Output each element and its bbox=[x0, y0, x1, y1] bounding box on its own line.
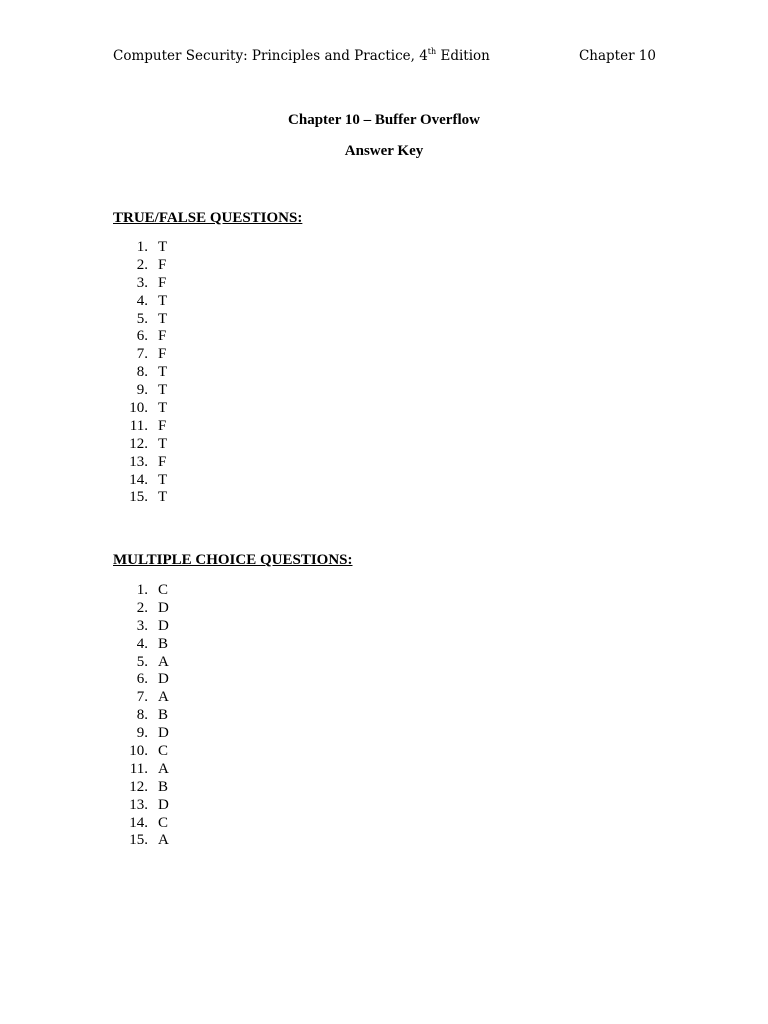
answer-value: C bbox=[158, 582, 169, 598]
answer-value: C bbox=[158, 814, 169, 831]
question-number: 9. bbox=[136, 725, 148, 742]
edition-word: Edition bbox=[436, 48, 490, 64]
answer-value: A bbox=[158, 689, 169, 706]
answer-value: D bbox=[158, 725, 169, 742]
book-title-text: Computer Security: Principles and Practice, 4 bbox=[113, 48, 428, 64]
question-number: 12. bbox=[129, 778, 148, 795]
answer-value: F bbox=[158, 274, 167, 291]
answer-value: F bbox=[158, 256, 167, 273]
answer-value: F bbox=[158, 417, 167, 434]
true-false-heading: TRUE/FALSE QUESTIONS: bbox=[113, 210, 303, 226]
answer-value: A bbox=[158, 760, 169, 777]
answer-value: D bbox=[158, 671, 169, 688]
question-number: 10. bbox=[129, 400, 148, 417]
question-number: 12. bbox=[129, 435, 148, 452]
question-number: 8. bbox=[136, 364, 148, 381]
question-number: 3. bbox=[136, 274, 148, 291]
question-number: 13. bbox=[129, 796, 148, 813]
question-number: 10. bbox=[129, 743, 148, 760]
question-number: 9. bbox=[136, 382, 148, 399]
answer-value: T bbox=[158, 382, 168, 399]
answer-value: T bbox=[158, 400, 168, 417]
question-number: 15. bbox=[129, 489, 148, 506]
answer-value: F bbox=[158, 328, 167, 345]
answer-value: D bbox=[158, 796, 169, 813]
question-number: 7. bbox=[136, 346, 148, 363]
question-number: 2. bbox=[136, 256, 148, 273]
document-title: Chapter 10 – Buffer Overflow bbox=[288, 112, 480, 128]
question-number: 1. bbox=[136, 582, 148, 598]
answer-value: C bbox=[158, 743, 169, 760]
answer-value: T bbox=[158, 364, 168, 381]
answer-value: B bbox=[158, 707, 169, 724]
answer-value: D bbox=[158, 617, 169, 634]
answer-value: T bbox=[158, 310, 168, 327]
question-number: 7. bbox=[136, 689, 148, 706]
multiple-choice-heading: MULTIPLE CHOICE QUESTIONS: bbox=[113, 552, 353, 568]
question-number: 4. bbox=[136, 635, 148, 652]
answer-value: A bbox=[158, 832, 169, 849]
answer-value: T bbox=[158, 239, 168, 255]
question-number: 6. bbox=[136, 328, 148, 345]
question-number: 6. bbox=[136, 671, 148, 688]
answer-value: D bbox=[158, 599, 169, 616]
question-number: 14. bbox=[129, 814, 148, 831]
question-number: 5. bbox=[136, 653, 148, 670]
document-subtitle: Answer Key bbox=[344, 143, 424, 159]
book-title bbox=[113, 46, 490, 66]
question-number: 15. bbox=[129, 832, 148, 849]
answer-value: T bbox=[158, 292, 168, 309]
question-number: 11. bbox=[129, 760, 148, 777]
question-number: 8. bbox=[136, 707, 148, 724]
answer-value: F bbox=[158, 453, 167, 470]
answer-value: T bbox=[158, 435, 168, 452]
question-number: 14. bbox=[129, 471, 148, 488]
answer-value: B bbox=[158, 778, 169, 795]
question-number: 3. bbox=[136, 617, 148, 634]
question-number: 5. bbox=[136, 310, 148, 327]
answer-value: T bbox=[158, 471, 168, 488]
question-number: 11. bbox=[129, 417, 148, 434]
answer-value: T bbox=[158, 489, 168, 506]
answer-value: A bbox=[158, 653, 169, 670]
edition-superscript: th bbox=[427, 47, 437, 56]
question-number: 13. bbox=[129, 453, 148, 470]
answer-value: F bbox=[158, 346, 167, 363]
question-number: 4. bbox=[136, 292, 148, 309]
question-number: 2. bbox=[136, 599, 148, 616]
answer-value: B bbox=[158, 635, 169, 652]
chapter-label: Chapter 10 bbox=[578, 48, 656, 64]
question-number: 1. bbox=[136, 239, 148, 255]
